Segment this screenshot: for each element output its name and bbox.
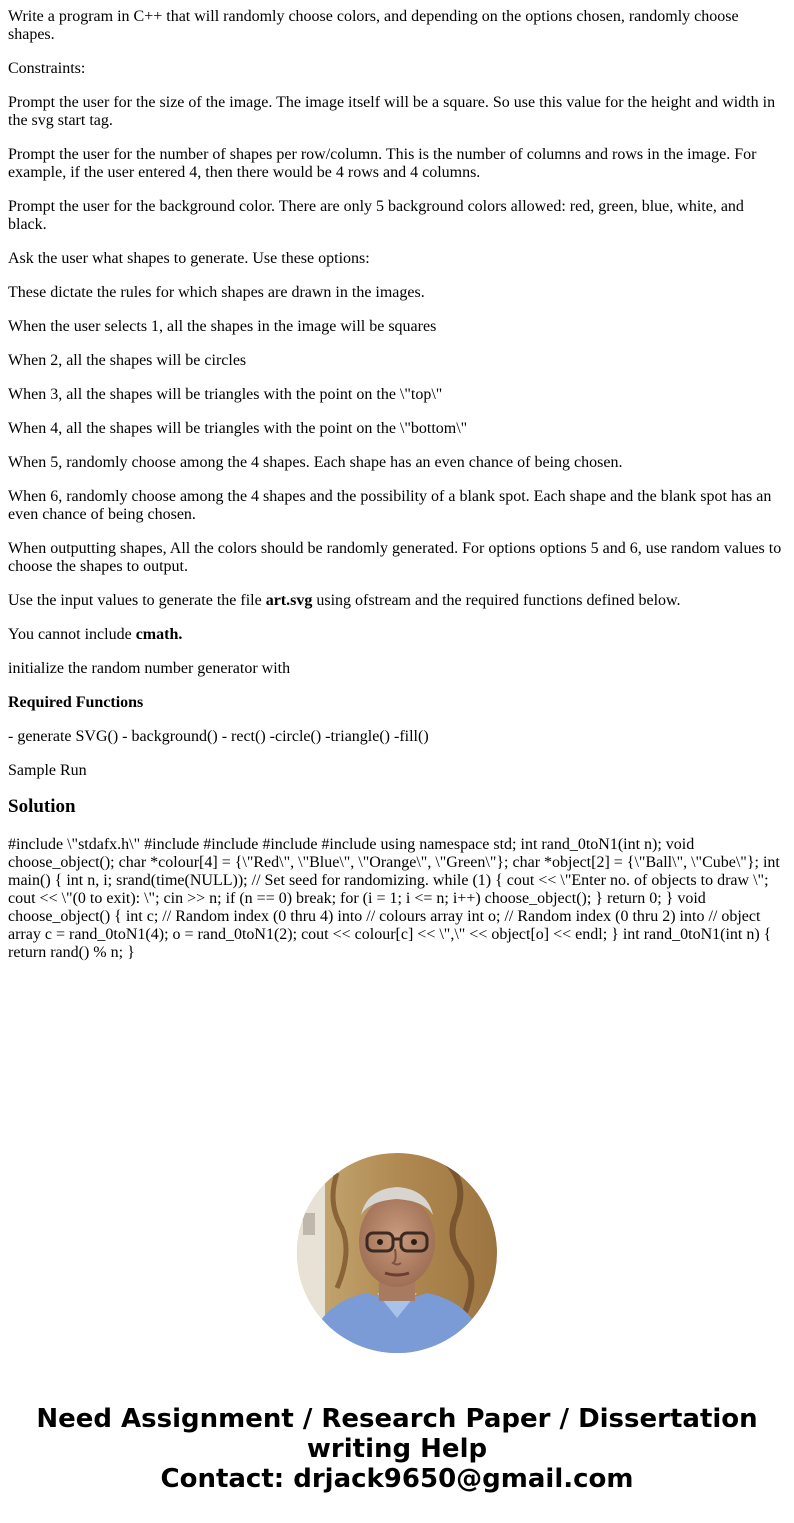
footer-line-2: writing Help <box>306 1434 488 1464</box>
cannot-include-text <box>8 626 786 644</box>
prompt-bg-text: Prompt the user for the background color. There are only 5 background colors allowed: red, green, blue, white, and black. <box>8 198 744 233</box>
footer-line-1: Need Assignment / Research Paper / Dissertation <box>36 1404 758 1434</box>
required-functions-heading <box>8 694 786 712</box>
ask-shapes-text: Ask the user what shapes to generate. Use these options: <box>8 250 370 267</box>
solution-code: #include \"stdafx.h\" #include #include #include #include using namespace std; int rand_0toN1(int n); void choose_object(); char *colour[4] = {\"Red\", \"Blue\", \"Orange\", \"Green\"}; char *object[2] = {\"Ball\", \"Cube\"}; int main() { int n, i; srand(time(NULL)); // Set seed for randomizing. while (1) { cout << \"Enter no. of objects to draw \"; cout << \"(0 to exit): \"; cin >> n; if (n == 0) break; for (i = 1; i <= n; i++) choose_object(); } return 0; } void choose_object() { int c; // Random index (0 thru 4) into // colours array int o; // Random index (0 thru 2) into // object array c = rand_0toN1(4); o = rand_0toN1(2); cout << colour[c] << \",\" << object[o] << endl; } int rand_0toN1(int n) { return rand() % n; } <box>8 836 780 961</box>
use-input-text <box>8 592 786 610</box>
avatar <box>297 1153 497 1353</box>
intro-text: Write a program in C++ that will randomly choose colors, and depending on the options chosen, randomly choose shapes. <box>8 8 739 43</box>
sample-run-text: Sample Run <box>8 762 87 779</box>
option-1-text: When the user selects 1, all the shapes in the image will be squares <box>8 318 437 335</box>
cannot-pre: You cannot include <box>8 626 136 643</box>
solution-heading: Solution <box>8 796 76 817</box>
option-5-text: When 5, randomly choose among the 4 shapes. Each shape has an even chance of being chosen. <box>8 454 623 471</box>
init-rng-text: initialize the random number generator with <box>8 660 291 677</box>
cmath-lib: cmath. <box>135 626 183 643</box>
outputting-text: When outputting shapes, All the colors should be randomly generated. For options options 5 and 6, use random values to choose the shapes to output. <box>8 540 782 575</box>
functions-list: - generate SVG() - background() - rect() -circle() -triangle() -fill() <box>8 728 429 745</box>
use-input-pre: Use the input values to generate the file <box>8 592 266 609</box>
required-functions-label: Required Functions <box>8 694 144 711</box>
option-3-text: When 3, all the shapes will be triangles with the point on the \"top\" <box>8 386 443 403</box>
prompt-size-text: Prompt the user for the size of the image. The image itself will be a square. So use this value for the height and width in the svg start tag. <box>8 94 776 129</box>
constraints-heading: Constraints: <box>8 60 86 77</box>
prompt-shapes-text: Prompt the user for the number of shapes per row/column. This is the number of columns and rows in the image. For example, if the user entered 4, then there would be 4 rows and 4 columns. <box>8 146 757 181</box>
question-body <box>8 8 786 962</box>
avatar-portrait <box>297 1153 497 1353</box>
footer-banner <box>0 1404 794 1494</box>
footer-contact: Contact: drjack9650@gmail.com <box>160 1464 634 1494</box>
art-svg-filename: art.svg <box>265 592 313 609</box>
option-2-text: When 2, all the shapes will be circles <box>8 352 247 369</box>
use-input-post: using ofstream and the required functions defined below. <box>312 592 681 609</box>
dictate-text: These dictate the rules for which shapes are drawn in the images. <box>8 284 425 301</box>
option-6-text: When 6, randomly choose among the 4 shapes and the possibility of a blank spot. Each shape and the blank spot has an even chance of being chosen. <box>8 488 772 523</box>
option-4-text: When 4, all the shapes will be triangles with the point on the \"bottom\" <box>8 420 468 437</box>
